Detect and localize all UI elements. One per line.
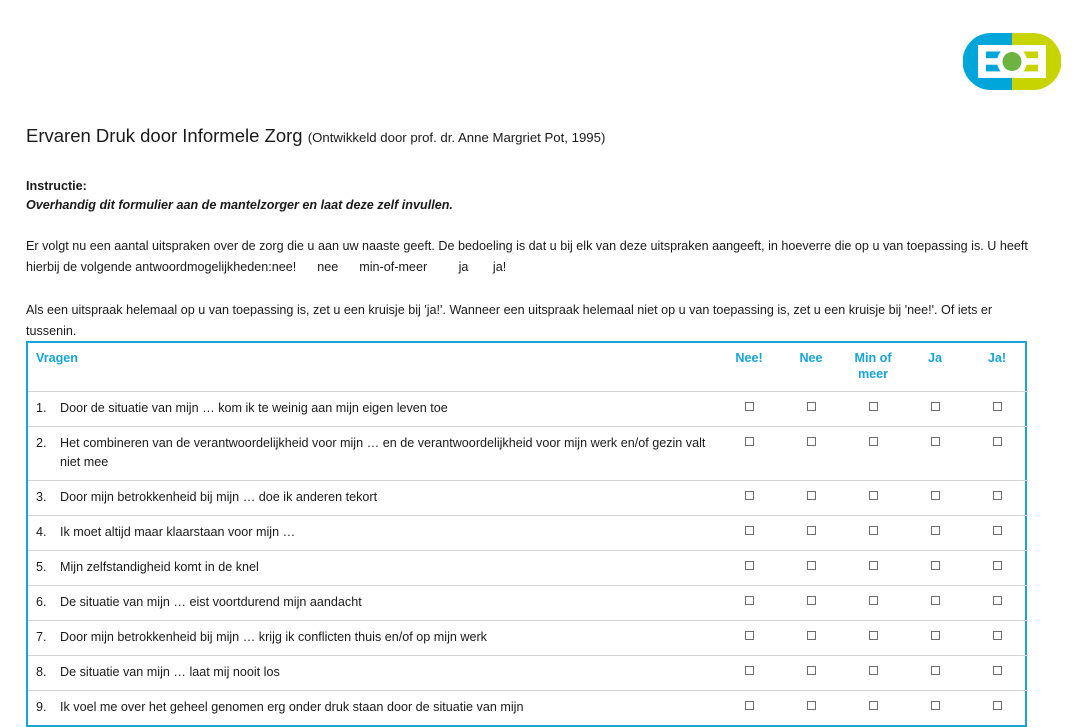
checkbox-min-of-meer[interactable] <box>869 526 878 535</box>
answer-cell-ja-strong[interactable] <box>966 551 1028 586</box>
table-row <box>28 551 1028 586</box>
column-header-questions: Vragen <box>28 343 718 392</box>
checkbox-ja-strong[interactable] <box>993 437 1002 446</box>
answer-cell-min-of-meer[interactable] <box>842 516 904 551</box>
answer-cell-nee[interactable] <box>780 621 842 656</box>
answer-cell-nee-strong[interactable] <box>718 691 780 726</box>
checkbox-nee-strong[interactable] <box>745 701 754 710</box>
checkbox-ja[interactable] <box>931 701 940 710</box>
checkbox-min-of-meer[interactable] <box>869 437 878 446</box>
answer-options-inline: nee! nee min-of-meer ja ja! <box>271 260 507 274</box>
checkbox-nee-strong[interactable] <box>745 596 754 605</box>
question-text: Door de situatie van mijn … kom ik te weinig aan mijn eigen leven toe <box>60 401 448 415</box>
checkbox-ja[interactable] <box>931 631 940 640</box>
column-header-ja: Ja <box>904 343 966 392</box>
checkbox-nee-strong[interactable] <box>745 631 754 640</box>
page-title-main: Ervaren Druk door Informele Zorg <box>26 125 303 146</box>
column-header-ja-strong: Ja! <box>966 343 1028 392</box>
checkbox-nee-strong[interactable] <box>745 402 754 411</box>
checkbox-nee[interactable] <box>807 526 816 535</box>
question-text: Ik voel me over het geheel genomen erg onder druk staan door de situatie van mijn <box>60 700 524 714</box>
checkbox-nee[interactable] <box>807 631 816 640</box>
answer-cell-min-of-meer[interactable] <box>842 427 904 481</box>
checkbox-ja-strong[interactable] <box>993 561 1002 570</box>
column-header-nee-strong: Nee! <box>718 343 780 392</box>
checkbox-ja[interactable] <box>931 561 940 570</box>
table-row <box>28 656 1028 691</box>
answer-cell-nee[interactable] <box>780 516 842 551</box>
checkbox-min-of-meer[interactable] <box>869 561 878 570</box>
answer-cell-ja[interactable] <box>904 516 966 551</box>
table-row <box>28 392 1028 427</box>
answer-cell-min-of-meer[interactable] <box>842 691 904 726</box>
question-number: 7. <box>36 630 47 644</box>
logo <box>963 33 1061 90</box>
question-cell <box>28 656 718 691</box>
page-title <box>26 124 1031 150</box>
answer-cell-min-of-meer[interactable] <box>842 586 904 621</box>
questionnaire-table <box>26 341 1027 727</box>
question-cell <box>28 621 718 656</box>
checkbox-nee-strong[interactable] <box>745 526 754 535</box>
question-number: 1. <box>36 401 47 415</box>
checkbox-min-of-meer[interactable] <box>869 631 878 640</box>
checkbox-min-of-meer[interactable] <box>869 491 878 500</box>
checkbox-nee[interactable] <box>807 402 816 411</box>
checkbox-ja-strong[interactable] <box>993 631 1002 640</box>
answer-cell-nee-strong[interactable] <box>718 392 780 427</box>
question-cell <box>28 691 718 726</box>
column-header-nee: Nee <box>780 343 842 392</box>
answer-cell-ja-strong[interactable] <box>966 586 1028 621</box>
answer-cell-ja-strong[interactable] <box>966 516 1028 551</box>
answer-cell-min-of-meer[interactable] <box>842 481 904 516</box>
checkbox-nee[interactable] <box>807 666 816 675</box>
answer-cell-nee[interactable] <box>780 481 842 516</box>
table-row <box>28 586 1028 621</box>
checkbox-nee[interactable] <box>807 491 816 500</box>
checkbox-ja-strong[interactable] <box>993 666 1002 675</box>
table-row <box>28 516 1028 551</box>
answer-cell-nee-strong[interactable] <box>718 551 780 586</box>
answer-cell-ja[interactable] <box>904 427 966 481</box>
question-number: 2. <box>36 436 47 450</box>
checkbox-nee-strong[interactable] <box>745 561 754 570</box>
question-cell <box>28 392 718 427</box>
intro-paragraph-text: Er volgt nu een aantal uitspraken over de zorg die u aan uw naaste geeft. De bedoeling is dat u bij elk van deze uitspraken aangeeft, in hoeverre die op u van toepassing is. U heeft hierbij de volgende antwoordmogelijkheden: <box>26 239 1028 274</box>
question-text: Ik moet altijd maar klaarstaan voor mijn … <box>60 525 296 539</box>
question-cell <box>28 516 718 551</box>
question-number: 6. <box>36 595 47 609</box>
answer-cell-min-of-meer[interactable] <box>842 392 904 427</box>
question-text: De situatie van mijn … laat mij nooit los <box>60 665 280 679</box>
answer-cell-ja[interactable] <box>904 551 966 586</box>
question-text: Door mijn betrokkenheid bij mijn … doe ik anderen tekort <box>60 490 378 504</box>
answer-cell-ja[interactable] <box>904 621 966 656</box>
answer-cell-nee[interactable] <box>780 691 842 726</box>
checkbox-ja[interactable] <box>931 526 940 535</box>
answer-cell-nee[interactable] <box>780 656 842 691</box>
answer-cell-nee-strong[interactable] <box>718 586 780 621</box>
checkbox-ja-strong[interactable] <box>993 526 1002 535</box>
answer-cell-nee-strong[interactable] <box>718 656 780 691</box>
checkbox-nee-strong[interactable] <box>745 666 754 675</box>
answer-cell-ja-strong[interactable] <box>966 656 1028 691</box>
checkbox-ja[interactable] <box>931 491 940 500</box>
answer-cell-ja-strong[interactable] <box>966 621 1028 656</box>
question-number: 9. <box>36 700 47 714</box>
answer-cell-min-of-meer[interactable] <box>842 621 904 656</box>
question-text: Mijn zelfstandigheid komt in de knel <box>60 560 259 574</box>
question-cell <box>28 427 718 481</box>
expertisecentrum-logo-icon <box>963 33 1061 90</box>
checkbox-nee[interactable] <box>807 596 816 605</box>
question-text: Het combineren van de verantwoordelijkheid voor mijn … en de verantwoordelijkheid voor mijn werk en/of gezin valt niet mee <box>60 436 706 469</box>
answer-cell-ja[interactable] <box>904 656 966 691</box>
question-cell <box>28 481 718 516</box>
answer-cell-ja[interactable] <box>904 691 966 726</box>
table-row <box>28 427 1028 481</box>
table-row <box>28 481 1028 516</box>
answer-cell-nee-strong[interactable] <box>718 621 780 656</box>
answer-cell-ja[interactable] <box>904 392 966 427</box>
answer-cell-ja-strong[interactable] <box>966 481 1028 516</box>
question-number: 8. <box>36 665 47 679</box>
answer-cell-min-of-meer[interactable] <box>842 551 904 586</box>
page-title-subtitle: (Ontwikkeld door prof. dr. Anne Margriet Pot, 1995) <box>307 130 606 145</box>
checkbox-ja[interactable] <box>931 402 940 411</box>
table-row <box>28 691 1028 726</box>
checkbox-min-of-meer[interactable] <box>869 402 878 411</box>
answer-cell-min-of-meer[interactable] <box>842 656 904 691</box>
checkbox-nee[interactable] <box>807 437 816 446</box>
answer-cell-nee-strong[interactable] <box>718 427 780 481</box>
checkbox-ja-strong[interactable] <box>993 402 1002 411</box>
question-number: 4. <box>36 525 47 539</box>
table-header-row <box>28 343 1028 392</box>
question-text: De situatie van mijn … eist voortdurend mijn aandacht <box>60 595 362 609</box>
checkbox-nee[interactable] <box>807 561 816 570</box>
checkbox-min-of-meer[interactable] <box>869 596 878 605</box>
checkbox-min-of-meer[interactable] <box>869 666 878 675</box>
question-cell <box>28 551 718 586</box>
answer-cell-nee[interactable] <box>780 551 842 586</box>
checkbox-ja[interactable] <box>931 596 940 605</box>
checkbox-ja-strong[interactable] <box>993 701 1002 710</box>
answer-cell-nee[interactable] <box>780 427 842 481</box>
answer-cell-nee[interactable] <box>780 392 842 427</box>
answer-cell-ja-strong[interactable] <box>966 691 1028 726</box>
question-number: 3. <box>36 490 47 504</box>
instruction-label: Instructie: <box>26 179 87 193</box>
answer-cell-ja-strong[interactable] <box>966 427 1028 481</box>
answer-cell-ja[interactable] <box>904 586 966 621</box>
question-number: 5. <box>36 560 47 574</box>
answer-cell-ja-strong[interactable] <box>966 392 1028 427</box>
checkbox-nee-strong[interactable] <box>745 437 754 446</box>
answer-cell-ja[interactable] <box>904 481 966 516</box>
checkbox-nee[interactable] <box>807 701 816 710</box>
checkbox-nee-strong[interactable] <box>745 491 754 500</box>
intro-paragraph <box>26 236 1031 278</box>
column-header-min-of-meer: Min of meer <box>842 343 904 392</box>
checkbox-ja-strong[interactable] <box>993 491 1002 500</box>
question-cell <box>28 586 718 621</box>
instruction-text: Overhandig dit formulier aan de mantelzorger en laat deze zelf invullen. <box>26 198 453 212</box>
answer-cell-nee-strong[interactable] <box>718 516 780 551</box>
answer-cell-nee-strong[interactable] <box>718 481 780 516</box>
document-body <box>26 124 1031 342</box>
checkbox-min-of-meer[interactable] <box>869 701 878 710</box>
checkbox-ja[interactable] <box>931 437 940 446</box>
question-text: Door mijn betrokkenheid bij mijn … krijg ik conflicten thuis en/of op mijn werk <box>60 630 487 644</box>
checkbox-ja-strong[interactable] <box>993 596 1002 605</box>
checkbox-ja[interactable] <box>931 666 940 675</box>
answer-cell-nee[interactable] <box>780 586 842 621</box>
explanation-paragraph: Als een uitspraak helemaal op u van toepassing is, zet u een kruisje bij 'ja!'. Wanneer een uitspraak helemaal niet op u van toepassing is, zet u een kruisje bij 'nee!'. Of iets er tussenin. <box>26 303 993 338</box>
table-row <box>28 621 1028 656</box>
